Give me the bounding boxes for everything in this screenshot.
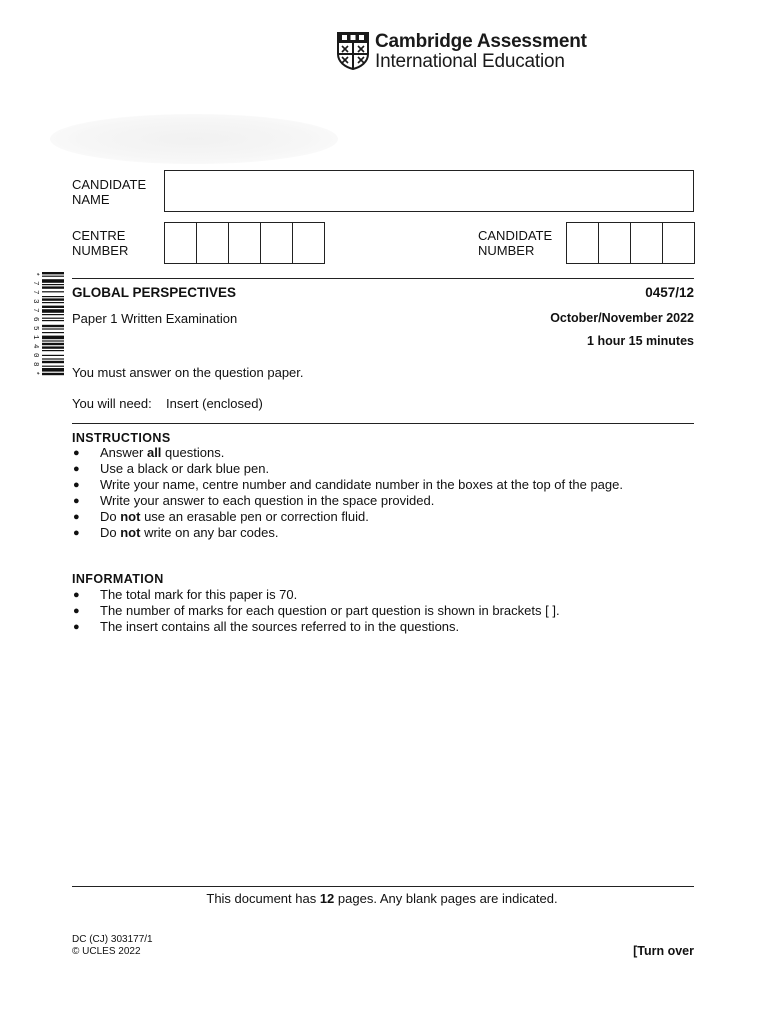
barcode-bar [42,361,64,363]
barcode-bar [42,355,64,356]
barcode-bar [42,320,64,321]
cambridge-logo [337,30,587,72]
centre-number-boxes[interactable] [164,222,325,264]
candidate-number-box[interactable] [663,223,694,263]
information-list [73,587,560,635]
barcode-bar [42,286,64,288]
candidate-number-label-line2: NUMBER [478,243,535,258]
information-item: ● The insert contains all the sources referred to in the questions. [73,619,460,634]
information-item: ● The number of marks for each question or part question is shown in brackets [ ]. [73,603,560,618]
centre-number-box[interactable] [293,223,324,263]
candidate-number-boxes[interactable] [566,222,695,264]
barcode-bar [42,343,64,345]
document-reference: DC (CJ) 303177/1 [72,934,153,945]
logo-line-2: International Education [375,51,565,72]
copyright: © UCLES 2022 [72,946,141,957]
candidate-number-label-line1: CANDIDATE [478,228,553,243]
candidate-name-label-line1: CANDIDATE [72,177,147,192]
barcode-bar [42,336,64,340]
instruction-item: ● Use a black or dark blue pen. [73,461,270,476]
barcode-bar [42,296,64,297]
barcode-bars [42,272,64,375]
footer-rule [72,886,694,887]
barcode-bar [42,318,64,319]
centre-number-box[interactable] [197,223,229,263]
you-will-need-label: You will need: [72,396,152,411]
barcode-text: * 7 7 3 7 6 5 1 4 0 8 * [31,272,39,376]
instruction-item: ● Answer all questions. [73,445,225,460]
barcode-bar [42,373,64,375]
centre-number-box[interactable] [261,223,293,263]
barcode-bar [42,284,64,285]
candidate-name-label [72,177,146,207]
barcode-bar [42,279,64,283]
information-item: ● The total mark for this paper is 70. [73,587,298,602]
instructions-list [73,445,623,541]
barcode-bar [42,340,64,341]
barcode-bar [42,272,64,274]
candidate-name-label-line2: NAME [72,192,110,207]
instructions-heading: INSTRUCTIONS [72,431,171,445]
barcode-bar [42,276,64,277]
barcode-bar [42,298,64,300]
syllabus-code: 0457/12 [645,285,694,300]
barcode-bar [42,368,64,372]
you-will-need-item: Insert (enclosed) [166,396,263,411]
barcode-bar [42,291,64,292]
instruction-item: ● Do not write on any bar codes. [73,525,279,540]
cambridge-shield-icon [337,32,369,70]
centre-number-box[interactable] [165,223,197,263]
logo-line-1: Cambridge Assessment [375,31,587,52]
barcode-bar [42,309,64,313]
centre-number-box[interactable] [229,223,261,263]
candidate-name-field[interactable] [164,170,694,212]
subject-title: GLOBAL PERSPECTIVES [72,285,237,300]
header-rule [72,278,694,279]
redacted-area [50,114,338,164]
instruction-item: ● Do not use an erasable pen or correction fluid. [73,509,369,524]
barcode [30,270,66,410]
barcode-bar [42,302,64,303]
candidate-number-box[interactable] [631,223,663,263]
barcode-bar [42,350,64,351]
answer-note: You must answer on the question paper. [72,365,304,380]
candidate-number-box[interactable] [567,223,599,263]
barcode-bar [42,328,64,329]
information-heading: INFORMATION [72,572,164,586]
barcode-bar [42,314,64,315]
candidate-number-box[interactable] [599,223,631,263]
barcode-bar [42,366,64,367]
page-count-note: This document has 12 pages. Any blank pages are indicated. [206,891,558,906]
turn-over-label: [Turn over [633,944,694,958]
centre-number-label-line1: CENTRE [72,228,126,243]
exam-duration: 1 hour 15 minutes [587,334,694,348]
barcode-bar [42,306,64,308]
candidate-number-label [478,228,552,258]
barcode-bar [42,346,64,348]
centre-number-label-line2: NUMBER [72,243,129,258]
instructions-rule [72,423,694,424]
instruction-item: ● Write your answer to each question in the space provided. [73,493,435,508]
barcode-bar [42,358,64,359]
barcode-bar [42,332,64,333]
paper-name: Paper 1 Written Examination [72,311,238,326]
barcode-bar [42,325,64,327]
exam-session: October/November 2022 [550,311,694,325]
instruction-item: ● Write your name, centre number and candidate number in the boxes at the top of the page. [73,477,623,492]
centre-number-label [72,228,128,258]
